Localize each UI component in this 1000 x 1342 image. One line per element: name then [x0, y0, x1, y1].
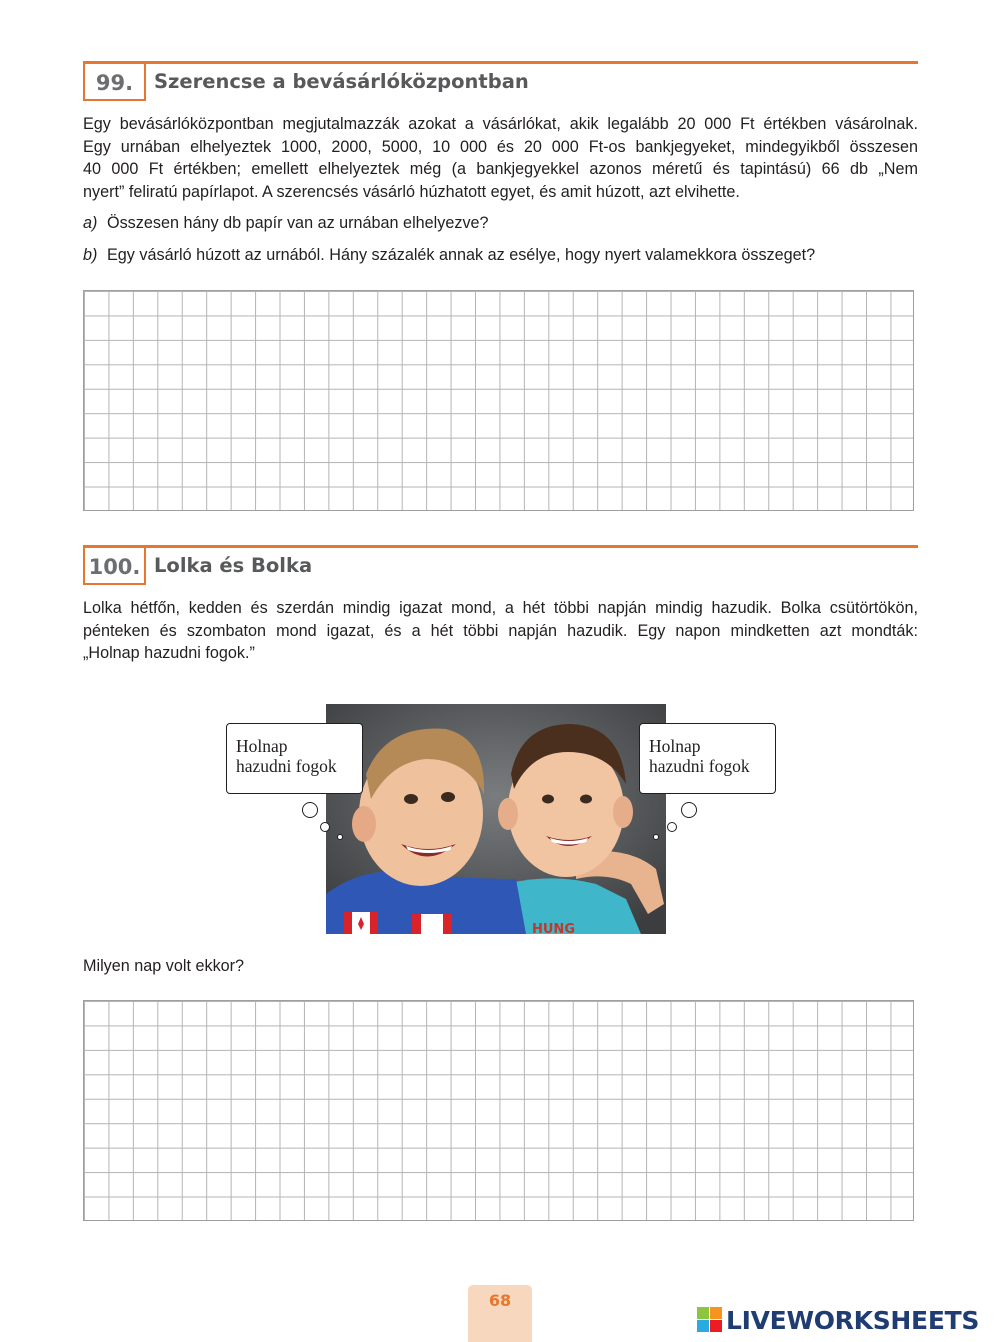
bubble-line: Holnap — [236, 736, 288, 756]
text-line: pénteken és szombaton mond igazat, és a hét többi napján hazudik. Egy napon mindketten azt mondták: — [83, 621, 918, 640]
watermark-text: LIVEWORKSHEETS — [726, 1305, 980, 1335]
thought-dot — [302, 802, 318, 818]
bubble-line: hazudni fogok — [649, 756, 750, 776]
liveworksheets-watermark — [697, 1305, 979, 1335]
shirt-text: HUNG — [532, 922, 575, 934]
text-line: Egy urnában elhelyeztek 1000, 2000, 5000, 10 000 és 20 000 Ft-os bankjegyeket, mindegyikből összesen — [83, 137, 918, 156]
problem-100-header — [83, 545, 918, 589]
question-a — [83, 212, 489, 234]
text-line: 40 000 Ft értékben; emellett elhelyeztek még (a bankjegyekkel azonos méretű és tapintású) 66 db „Nem — [83, 160, 918, 178]
speech-bubble-right — [639, 723, 776, 794]
question-day: Milyen nap volt ekkor? — [83, 957, 245, 975]
page-number: 68 — [468, 1285, 532, 1342]
thought-dot — [681, 802, 697, 818]
boys-illustration — [326, 704, 666, 934]
header-rule — [83, 545, 918, 548]
problem-title: Szerencse a bevásárlóközpontban — [154, 70, 529, 93]
question-label: b) — [83, 246, 98, 264]
thought-dot — [667, 822, 677, 832]
answer-grid-100[interactable] — [83, 1000, 914, 1221]
thought-dot — [320, 822, 330, 832]
boys-photo — [326, 704, 666, 934]
liveworksheets-logo-icon — [697, 1307, 723, 1333]
thought-dot — [337, 834, 343, 840]
problem-number: 99. — [83, 61, 146, 101]
problem-number: 100. — [83, 545, 146, 585]
problem-100-text — [83, 597, 918, 665]
answer-grid-99[interactable] — [83, 290, 914, 511]
text-line: Lolka hétfőn, kedden és szerdán mindig igazat mond, a hét többi napján mindig hazudik. Bolka csütörtökön, — [83, 599, 918, 617]
header-rule — [83, 61, 918, 64]
text-line: nyert” feliratú papírlapot. A szerencsés vásárló húzhatott egyet, és amit húzott, azt elvihette. — [83, 182, 740, 201]
problem-99-text — [83, 113, 918, 203]
question-b — [83, 244, 815, 266]
thought-dot — [653, 834, 659, 840]
question-text: Összesen hány db papír van az urnában elhelyezve? — [107, 214, 489, 232]
speech-bubble-left — [226, 723, 363, 794]
bubble-line: Holnap — [649, 736, 701, 756]
problem-title: Lolka és Bolka — [154, 554, 313, 577]
bubble-line: hazudni fogok — [236, 756, 337, 776]
text-line: „Holnap hazudni fogok.” — [83, 644, 255, 662]
text-line: Egy bevásárlóközpontban megjutalmazzák azokat a vásárlókat, akik legalább 20 000 Ft értékben vásárolnak. — [83, 115, 918, 133]
question-text: Egy vásárló húzott az urnából. Hány százalék annak az esélye, hogy nyert valamekkora összeget? — [107, 246, 816, 264]
problem-99-header — [83, 61, 918, 105]
question-label: a) — [83, 214, 98, 232]
